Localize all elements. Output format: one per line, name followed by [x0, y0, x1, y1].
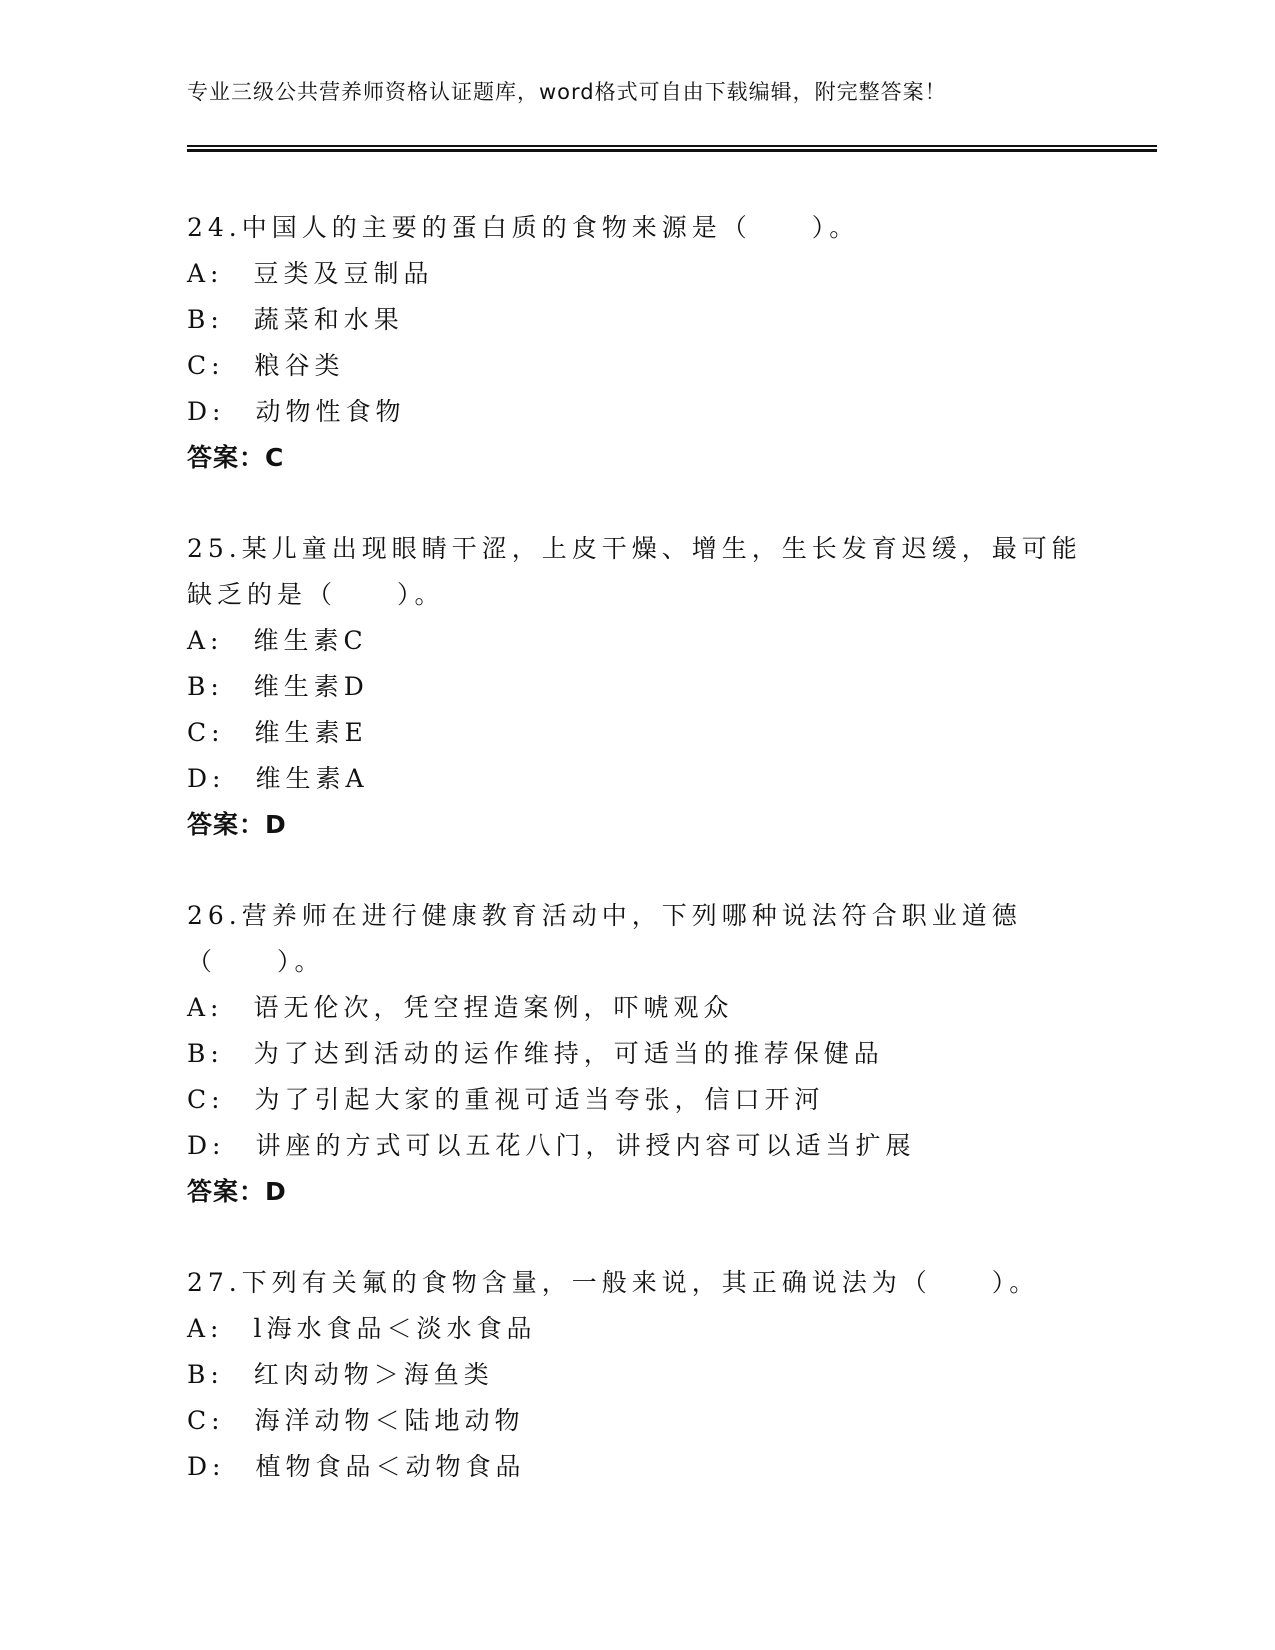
answer-label: 答案：D	[187, 1177, 287, 1206]
answer-label: 答案：C	[187, 443, 285, 472]
option-b: B: 蔬菜和水果	[187, 305, 404, 334]
question-27	[187, 1260, 1087, 1490]
question-stem: 26.营养师在进行健康教育活动中，下列哪种说法符合职业道德（ ）。	[187, 901, 1022, 976]
option-c: C: 粮谷类	[187, 351, 345, 380]
question-26	[187, 893, 1087, 1215]
option-a: A: 豆类及豆制品	[187, 259, 434, 288]
question-list	[187, 205, 1087, 1535]
option-d: D: 维生素A	[187, 764, 369, 793]
option-c: C: 维生素E	[187, 718, 368, 747]
option-d: D: 动物性食物	[187, 397, 406, 426]
option-b: B: 维生素D	[187, 672, 369, 701]
page-header: 专业三级公共营养师资格认证题库，word格式可自由下载编辑，附完整答案！	[187, 80, 947, 104]
answer-label: 答案：D	[187, 810, 287, 839]
option-d: D: 植物食品＜动物食品	[187, 1452, 526, 1481]
option-b: B: 红肉动物＞海鱼类	[187, 1360, 494, 1389]
option-b: B: 为了达到活动的运作维持，可适当的推荐保健品	[187, 1039, 884, 1068]
option-a: A: 维生素C	[187, 626, 368, 655]
option-a: A: l海水食品＜淡水食品	[187, 1314, 537, 1343]
header-divider-thin	[187, 145, 1157, 147]
question-24	[187, 205, 1087, 481]
option-d: D: 讲座的方式可以五花八门，讲授内容可以适当扩展	[187, 1131, 916, 1160]
question-stem: 24.中国人的主要的蛋白质的食物来源是（ ）。	[187, 213, 860, 242]
option-c: C: 为了引起大家的重视可适当夸张，信口开河	[187, 1085, 825, 1114]
question-stem: 25.某儿童出现眼睛干涩，上皮干燥、增生，生长发育迟缓，最可能缺乏的是（ ）。	[187, 534, 1082, 609]
option-a: A: 语无伦次，凭空捏造案例，吓唬观众	[187, 993, 734, 1022]
option-c: C: 海洋动物＜陆地动物	[187, 1406, 525, 1435]
question-stem: 27.下列有关氟的食物含量，一般来说，其正确说法为（ ）。	[187, 1268, 1040, 1297]
question-25	[187, 526, 1087, 848]
header-divider-thick	[187, 149, 1157, 152]
